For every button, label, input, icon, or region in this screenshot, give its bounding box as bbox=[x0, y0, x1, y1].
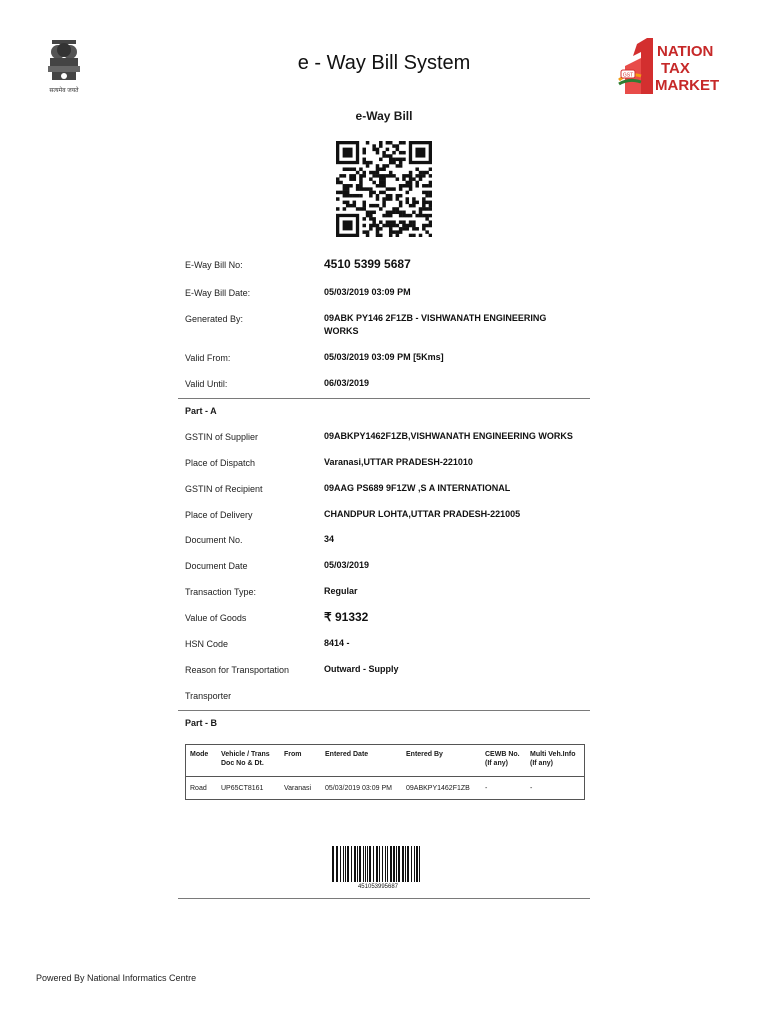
nation-tax-market-logo bbox=[615, 36, 745, 98]
page-title: e - Way Bill System bbox=[297, 52, 471, 74]
label-valid-from: Valid From: bbox=[185, 353, 231, 363]
table-cell: 05/03/2019 03:09 PM bbox=[321, 777, 402, 800]
label-reason-transport: Reason for Transportation bbox=[185, 665, 290, 675]
value-place-delivery: CHANDPUR LOHTA,UTTAR PRADESH-221005 bbox=[324, 509, 521, 519]
label-valid-until: Valid Until: bbox=[185, 379, 228, 389]
value-document-no: 34 bbox=[324, 534, 335, 544]
logo-line1: NATION bbox=[657, 43, 714, 60]
value-ewaybill-no: 4510 5399 5687 bbox=[324, 257, 411, 271]
logo-line2: TAX bbox=[661, 60, 690, 77]
value-document-date: 05/03/2019 bbox=[324, 560, 370, 570]
column-header: Vehicle / Trans Doc No & Dt. bbox=[221, 751, 270, 767]
table-cell: UP65CT8161 bbox=[217, 777, 280, 800]
column-header: CEWB No. (If any) bbox=[485, 751, 520, 767]
column-header: Entered Date bbox=[325, 751, 369, 758]
value-value-goods: ₹ 91332 bbox=[324, 610, 369, 624]
label-transporter: Transporter bbox=[185, 691, 232, 701]
value-gstin-supplier: 09ABKPY1462F1ZB,VISHWANATH ENGINEERING WORKS bbox=[324, 431, 573, 441]
label-document-date: Document Date bbox=[185, 561, 248, 571]
value-gstin-recipient: 09AAG PS689 9F1ZW ,S A INTERNATIONAL bbox=[324, 483, 511, 493]
table-cell: - bbox=[481, 777, 526, 800]
label-value-goods: Value of Goods bbox=[185, 613, 247, 623]
emblem-caption: सत्यमेव जयते bbox=[49, 88, 79, 94]
value-place-dispatch: Varanasi,UTTAR PRADESH-221010 bbox=[324, 457, 473, 467]
column-header: Mode bbox=[190, 751, 209, 758]
label-document-no: Document No. bbox=[185, 535, 243, 545]
qr-code bbox=[336, 141, 432, 237]
part-a-heading: Part - A bbox=[185, 406, 217, 416]
logo-line3: MARKET bbox=[655, 77, 720, 94]
column-header: From bbox=[284, 751, 302, 758]
footer-credit: Powered By National Informatics Centre bbox=[36, 973, 197, 983]
divider bbox=[178, 398, 590, 399]
label-ewaybill-date: E-Way Bill Date: bbox=[185, 288, 251, 298]
table-cell: - bbox=[526, 777, 585, 800]
logo-badge: GST bbox=[622, 72, 634, 79]
value-hsn-code: 8414 - bbox=[324, 638, 350, 648]
table-cell: Varanasi bbox=[280, 777, 321, 800]
part-b-heading: Part - B bbox=[185, 718, 218, 728]
value-reason-transport: Outward - Supply bbox=[324, 664, 399, 674]
label-hsn-code: HSN Code bbox=[185, 639, 229, 649]
label-place-delivery: Place of Delivery bbox=[185, 510, 253, 520]
value-ewaybill-date: 05/03/2019 03:09 PM bbox=[324, 287, 411, 297]
divider bbox=[178, 710, 590, 711]
value-transaction-type: Regular bbox=[324, 586, 358, 596]
label-place-dispatch: Place of Dispatch bbox=[185, 458, 256, 468]
table-cell: 09ABKPY1462F1ZB bbox=[402, 777, 481, 800]
divider bbox=[178, 898, 590, 899]
value-valid-until: 06/03/2019 bbox=[324, 378, 370, 388]
label-gstin-supplier: GSTIN of Supplier bbox=[185, 432, 259, 442]
label-ewaybill-no: E-Way Bill No: bbox=[185, 260, 243, 270]
value-generated-by: 09ABK PY146 2F1ZB - VISHWANATH ENGINEERING WORKS bbox=[324, 313, 547, 336]
column-header: Multi Veh.Info (If any) bbox=[530, 751, 576, 767]
table-row bbox=[186, 777, 585, 800]
label-generated-by: Generated By: bbox=[185, 314, 244, 324]
table-cell: Road bbox=[186, 777, 218, 800]
barcode-number: 451053995687 bbox=[357, 884, 399, 890]
label-gstin-recipient: GSTIN of Recipient bbox=[185, 484, 263, 494]
label-transaction-type: Transaction Type: bbox=[185, 587, 257, 597]
document-title: e-Way Bill bbox=[355, 109, 413, 123]
table-header-row bbox=[186, 745, 585, 777]
value-valid-from: 05/03/2019 03:09 PM [5Kms] bbox=[324, 352, 444, 362]
column-header: Entered By bbox=[406, 751, 443, 758]
part-b-table bbox=[185, 744, 585, 800]
